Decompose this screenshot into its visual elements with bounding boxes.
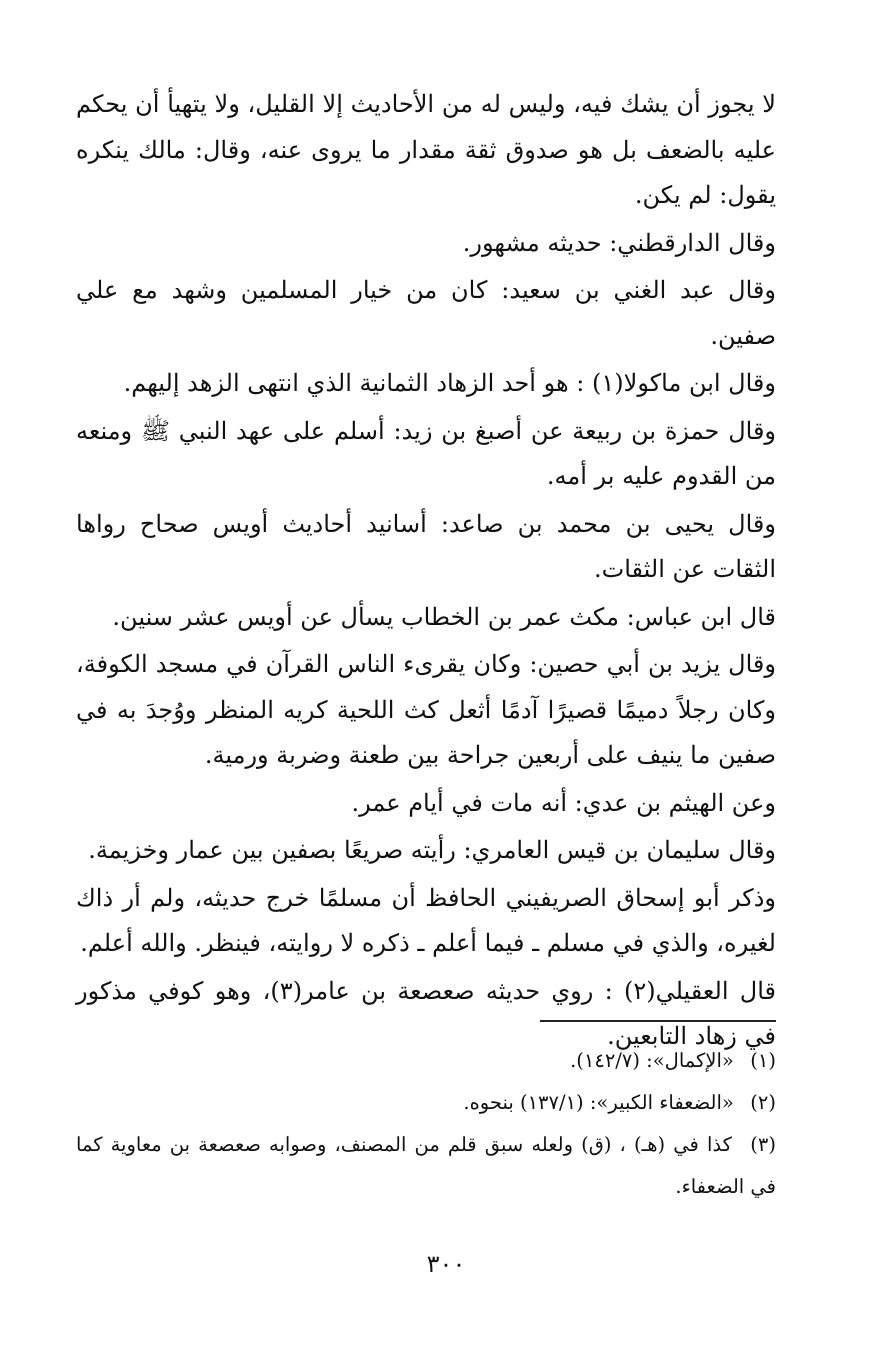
page-number: ٣٠٠ [426, 1250, 466, 1278]
footnote-text: «الإكمال»: (١٤٢/٧). [570, 1049, 734, 1072]
paragraph: قال العقيلي(٢) : روي حديثه صعصعة بن عامر(٣)، وهو كوفي مذكور في زهاد التابعين. [76, 976, 777, 1050]
paragraph: وقال حمزة بن ربيعة عن أصبغ بن زيد: أسلم على عهد النبي ﷺ ومنعه من القدوم عليه بر أمه. [76, 416, 776, 490]
paragraph: وقال سليمان بن قيس العامري: رأيته صريعًا بصفين بين عمار وخزيمة. [88, 836, 776, 864]
paragraph: وقال يحيى بن محمد بن صاعد: أسانيد أحاديث أويس صحاح رواها الثقات عن الثقات. [76, 509, 776, 583]
paragraph: وذكر أبو إسحاق الصريفيني الحافظ أن مسلمًا خرج حديثه، ولم أر ذاك لغيره، والذي في مسلم ـ فيما أعلم ـ ذكره لا روايته، فينظر. والله أعلم. [76, 883, 776, 957]
footnote-text: كذا في (هـ) ، (ق) ولعله سبق قلم من المصنف، وصوابه صعصعة بن معاوية كما في الضعفاء. [76, 1133, 776, 1198]
main-text [76, 82, 776, 1062]
paragraph: قال ابن عباس: مكث عمر بن الخطاب يسأل عن أويس عشر سنين. [112, 602, 776, 631]
footnote-number: (١) [750, 1049, 776, 1072]
footnote-number: (٣) [750, 1133, 776, 1156]
footnote [76, 1124, 776, 1208]
footnote-text: «الضعفاء الكبير»: (١٣٧/١) بنحوه. [463, 1091, 734, 1114]
paragraph: لا يجوز أن يشك فيه، وليس له من الأحاديث إلا القليل، ولا يتهيأ أن يحكم عليه بالضعف بل هو صدوق ثقة مقدار ما يروى عنه، وقال: مالك ينكره يقول: لم يكن. [76, 90, 776, 209]
paragraph: وعن الهيثم بن عدي: أنه مات في أيام عمر. [351, 788, 776, 817]
paragraph: وقال الدارقطني: حديثه مشهور. [462, 228, 776, 257]
footnote [76, 1082, 776, 1124]
footnote-number: (٢) [750, 1091, 776, 1114]
paragraph: وقال عبد الغني بن سعيد: كان من خيار المسلمين وشهد مع علي صفين. [76, 276, 776, 350]
footnote-divider [540, 1020, 776, 1022]
paragraph: وقال يزيد بن أبي حصين: وكان يقرىء الناس القرآن في مسجد الكوفة، وكان رجلاً دميمًا قصيرًا آدمًا أثعل كث اللحية كريه المنظر ووُجدَ به في صفين ما ينيف على أربعين جراحة بين طعنة وضربة ورمية. [76, 650, 776, 769]
footnote [76, 1040, 776, 1082]
paragraph: وقال ابن ماكولا(١) : هو أحد الزهاد الثمانية الذي انتهى الزهد إليهم. [123, 369, 776, 397]
footnotes [76, 1040, 776, 1208]
